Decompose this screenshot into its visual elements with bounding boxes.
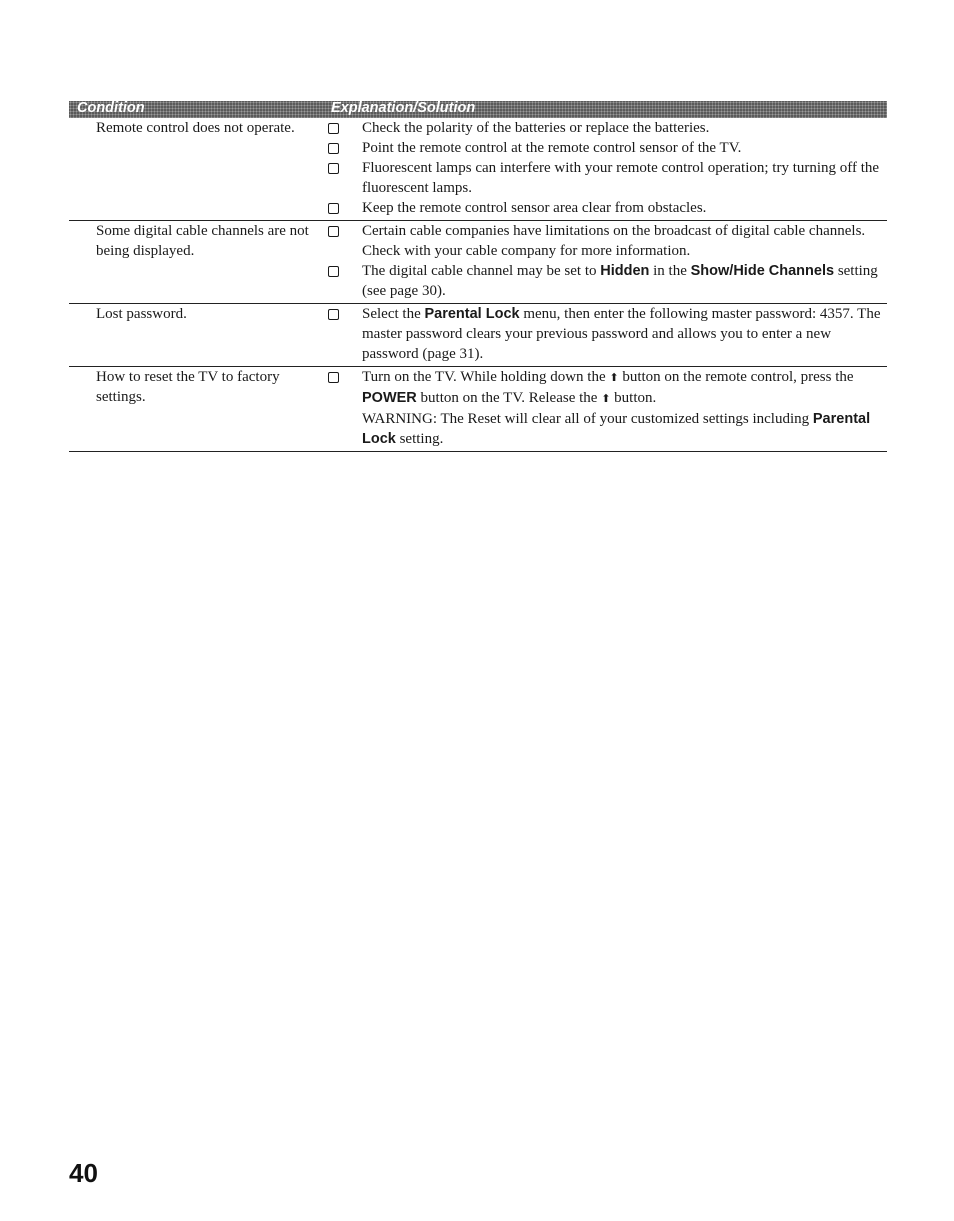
page-number: 40 xyxy=(69,1158,98,1188)
table-row xyxy=(69,367,887,452)
solution-item: Select the Parental Lock menu, then enter the following master password: 4357. The master password clears your previous password and allows you to enter a new password (page 31). xyxy=(328,304,887,364)
checkbox-bullet-icon xyxy=(328,143,339,154)
up-arrow-icon: ⬆ xyxy=(601,392,611,405)
table-row xyxy=(69,221,887,304)
checkbox-bullet-icon xyxy=(328,309,339,320)
solution-item: Fluorescent lamps can interfere with your remote control operation; try turning off the fluorescent lamps. xyxy=(328,158,887,198)
solution-item: Keep the remote control sensor area clear from obstacles. xyxy=(328,198,887,218)
checkbox-bullet-icon xyxy=(328,372,339,383)
checkbox-bullet-icon xyxy=(328,203,339,214)
warning-text: WARNING: The Reset will clear all of your customized settings including Parental Lock setting. xyxy=(362,411,871,447)
solution-item: Point the remote control at the remote control sensor of the TV. xyxy=(328,138,887,158)
condition-text: Lost password. xyxy=(96,306,187,322)
condition-text: Remote control does not operate. xyxy=(96,120,295,136)
solution-item: The digital cable channel may be set to Hidden in the Show/Hide Channels setting (see page 30). xyxy=(328,261,887,301)
header-explanation: Explanation/Solution xyxy=(331,100,476,116)
table-row xyxy=(69,118,887,221)
checkbox-bullet-icon xyxy=(328,266,339,277)
solution-item: Turn on the TV. While holding down the ⬆ button on the remote control, press the POWER button on the TV. Release the ⬆ button. xyxy=(328,367,887,409)
solution-item: Certain cable companies have limitations on the broadcast of digital cable channels. Check with your cable company for more information. xyxy=(328,221,887,261)
up-arrow-icon: ⬆ xyxy=(609,371,619,384)
condition-text: Some digital cable channels are not being displayed. xyxy=(96,223,309,259)
solution-item: Check the polarity of the batteries or replace the batteries. xyxy=(328,118,887,138)
checkbox-bullet-icon xyxy=(328,163,339,174)
condition-text: How to reset the TV to factory settings. xyxy=(96,369,280,405)
table-row xyxy=(69,304,887,367)
table-header xyxy=(69,101,887,118)
troubleshooting-table xyxy=(69,101,887,452)
checkbox-bullet-icon xyxy=(328,226,339,237)
checkbox-bullet-icon xyxy=(328,123,339,134)
header-condition: Condition xyxy=(77,100,145,116)
